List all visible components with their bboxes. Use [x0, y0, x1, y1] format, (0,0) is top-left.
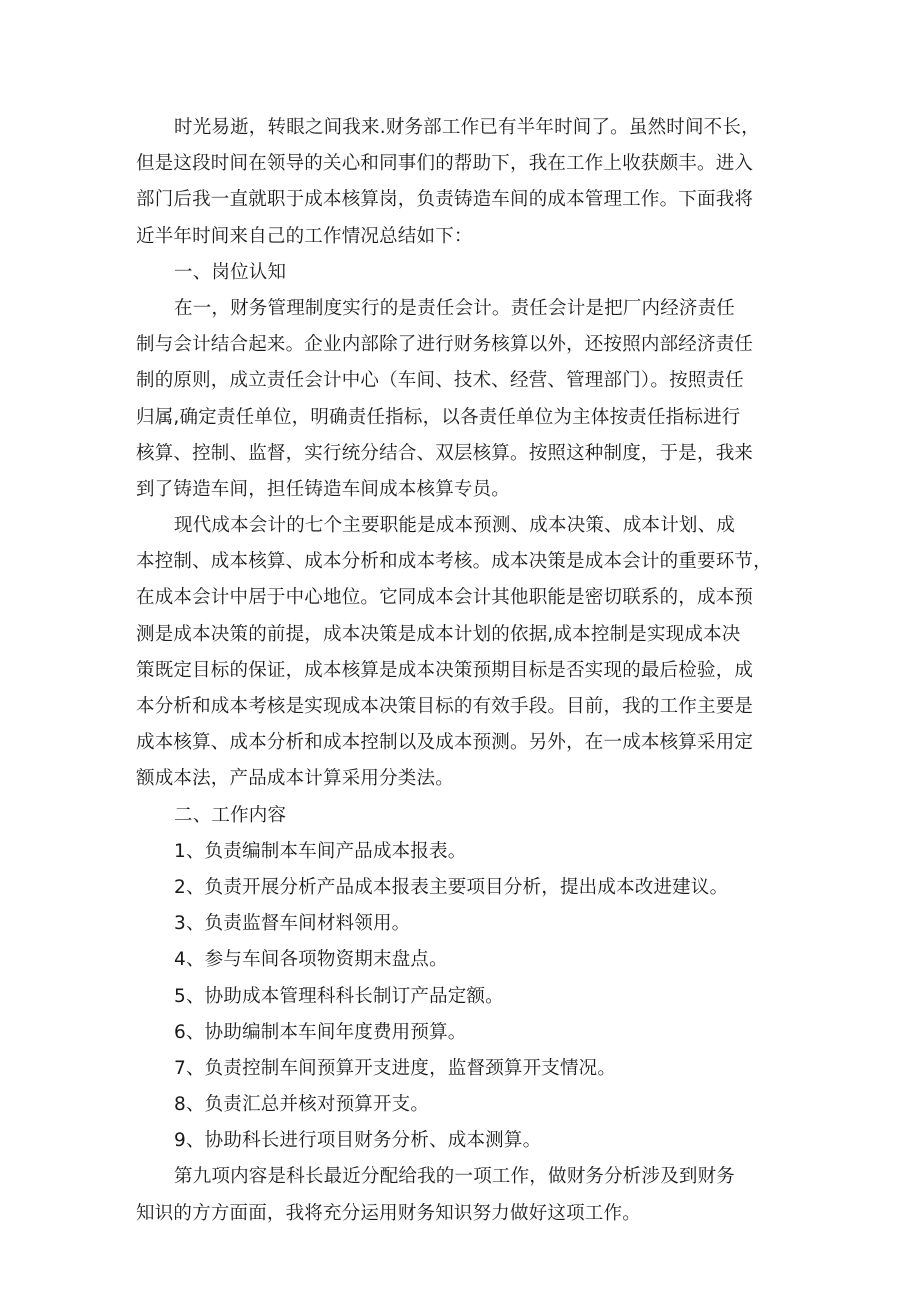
list-item: 8、负责汇总并核对预算开支。 [174, 1094, 430, 1116]
text-line: 核算、控制、监督，实行统分结合、双层核算。按照这种制度，于是，我来 [136, 442, 754, 464]
list-item: 3、负责监督车间材料领用。 [174, 913, 411, 935]
list-item: 7、负责控制车间预算开支进度，监督颈算开支情况。 [174, 1057, 617, 1079]
text-line: 部门后我一直就职于成本核算岗，负责铸造车间的成本管理工作。下面我将 [136, 189, 754, 211]
text-line: 额成本法，产品成本计算采用分类法。 [136, 768, 454, 790]
text-line: 制的原则，成立责任会计中心（车间、技术、经营、管理部门）。按照责任 [136, 370, 744, 392]
text-line: 但是这段时间在领导的关心和同事们的帮助下，我在工作上收获颇丰。进入 [136, 153, 754, 175]
text-line: 在成本会计中居于中心地位。它同成本会计其他职能是密切联系的，成本预 [136, 587, 754, 609]
list-item: 9、协助科长进行项目财务分析、成本测算。 [174, 1130, 542, 1152]
text-line: 近半年时间来自己的工作情况总结如下： [136, 225, 473, 247]
document-body [136, 110, 796, 1232]
work-items-list [136, 834, 796, 1160]
intro-paragraph [136, 110, 796, 255]
closing-paragraph [136, 1159, 796, 1231]
text-line: 本控制、成本核算、成本分析和成本考核。成本决策是成本会计的重要环节， [136, 551, 772, 573]
section-heading-1: 一、岗位认知 [174, 261, 287, 283]
text-line: 第九项内容是科长最近分配给我的一项工作，做财务分析涉及到财务 [174, 1166, 736, 1188]
text-line: 时光易逝，转眼之间我来.财务部工作已有半年时间了。虽然时间不长， [174, 117, 760, 138]
text-line: 本分析和成本考核是实现成本决策目标的有效手段。目前，我的工作主要是 [136, 696, 754, 717]
text-line: 成本核算、成本分析和成本控制以及成本预测。另外，在一成本核算采用定 [136, 732, 754, 754]
text-line: 在一，财务管理制度实行的是责任会计。责任会计是把厂内经济责任 [174, 297, 736, 319]
section1-paragraph-1 [136, 291, 796, 508]
text-line: 知识的方方面面，我将充分运用财务知识努力做好这项工作。 [136, 1202, 641, 1224]
text-line: 现代成本会计的七个主要职能是成本预测、成本决策、成本计划、成 [174, 515, 736, 537]
section1-paragraph-2 [136, 508, 796, 798]
list-item: 1、负责编制本车间产品成本报表。 [174, 840, 467, 862]
text-line: 归属,确定责任单位，明确责任指标，以各责任单位为主体按责任指标进行 [136, 406, 741, 428]
list-item: 5、协助成本管理科科长制订产品定额。 [174, 985, 504, 1007]
text-line: 制与会计结合起来。企业内部除了进行财务核算以外，还按照内部经济责任 [136, 334, 754, 356]
list-item: 6、协助编制本车间年度费用预算。 [174, 1021, 467, 1043]
text-line: 策既定目标的保证，成本核算是成本决策预期目标是否实现的最后检验，成 [136, 659, 754, 681]
list-item: 2、负责开展分析产品成本报表主要项目分析，提出成本改进建议。 [174, 876, 729, 898]
text-line: 到了铸造车间，担任铸造车间成本核算专员。 [136, 478, 511, 500]
text-line: 测是成本决策的前提，成本决策是成本计划的依据,成本控制是实现成本决 [136, 623, 741, 645]
section-heading-2: 二、工作内容 [174, 804, 287, 826]
list-item: 4、参与车间各项物资期末盘点。 [174, 949, 448, 971]
